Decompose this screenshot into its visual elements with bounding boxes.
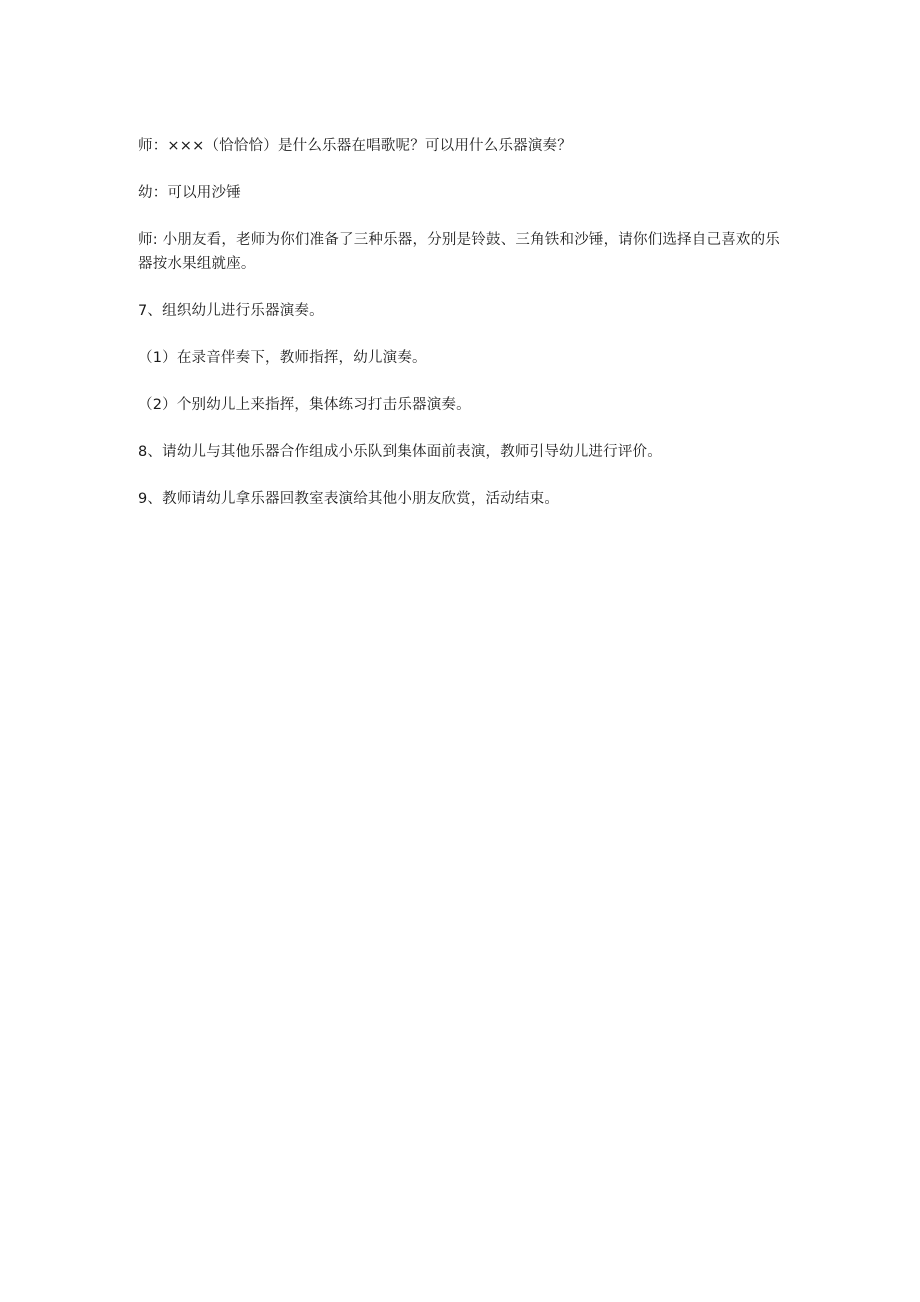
paragraph-teacher-question: 师：×××（恰恰恰）是什么乐器在唱歌呢？可以用什么乐器演奏？ <box>138 138 572 154</box>
paragraph-child-answer: 幼：可以用沙锤 <box>138 185 241 201</box>
paragraph-teacher-instruction: 师: 小朋友看，老师为你们准备了三种乐器，分别是铃鼓、三角铁和沙锤，请你们选择自己喜欢的乐器按水果组就座。 <box>138 232 780 272</box>
paragraph-step-9: 9、教师请幼儿拿乐器回教室表演给其他小朋友欣赏，活动结束。 <box>138 491 560 507</box>
paragraph-step-7-2: （2）个别幼儿上来指挥，集体练习打击乐器演奏。 <box>138 397 471 413</box>
paragraph-step-8: 8、请幼儿与其他乐器合作组成小乐队到集体面前表演，教师引导幼儿进行评价。 <box>138 444 662 460</box>
document-body <box>138 134 788 534</box>
paragraph-step-7-1: （1）在录音伴奏下，教师指挥，幼儿演奏。 <box>138 350 427 366</box>
paragraph-step-7: 7、组织幼儿进行乐器演奏。 <box>138 303 324 319</box>
